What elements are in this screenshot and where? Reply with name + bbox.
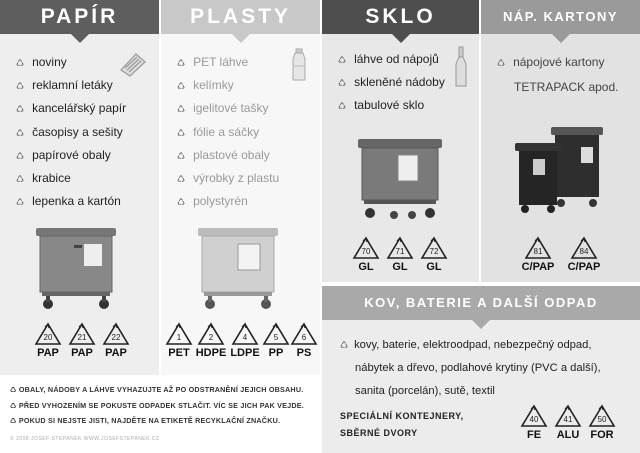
sklo-list: [338, 52, 445, 122]
plasty-panel: [161, 0, 320, 375]
recycle-number: 2: [208, 333, 214, 342]
recycle-code: [164, 322, 194, 359]
recycle-number: 21: [77, 333, 87, 342]
recycle-number: 22: [111, 333, 121, 342]
recycle-label: C/PAP: [521, 261, 555, 273]
list-item: ♺ papírové obaly: [16, 148, 126, 171]
recycle-triangle-icon: [386, 236, 414, 260]
recycle-triangle-icon: [554, 404, 582, 428]
list-item: ♺ lepenka a kartón: [16, 194, 126, 217]
other-header: [322, 286, 640, 320]
kartony-codes: [520, 236, 602, 273]
recycle-label: PAP: [71, 347, 93, 359]
recycle-triangle-icon: [165, 322, 193, 346]
recycle-code: [262, 322, 290, 359]
recycle-triangle-icon: [102, 322, 130, 346]
kartony-title: NÁP. KARTONY: [502, 9, 619, 24]
glass-bottle-icon: [454, 46, 468, 88]
list-item: ♺ láhve od nápojů: [338, 52, 445, 75]
other-list: [340, 334, 630, 403]
recycle-label: GL: [358, 261, 374, 273]
kartony-header-arrow: [552, 34, 570, 43]
recycle-triangle-icon: [524, 236, 552, 260]
footnote: ♺ OBALY, NÁDOBY A LÁHVE VYHAZUJTE AŽ PO ODSTRANĚNÍ JEJICH OBSAHU.: [10, 385, 304, 401]
recycle-number: 40: [529, 415, 539, 424]
list-item: ♺ kancelářský papír: [16, 101, 126, 124]
recycle-number: 20: [43, 333, 53, 342]
plasty-list: [177, 55, 279, 217]
recycle-code: [417, 236, 451, 273]
recycle-triangle-icon: [520, 404, 548, 428]
recycle-label: PS: [296, 347, 312, 359]
recycle-triangle-icon: [231, 322, 259, 346]
recycle-label: PAP: [105, 347, 127, 359]
footnotes: [10, 385, 304, 432]
recycle-code: [517, 404, 551, 441]
recycle-triangle-icon: [420, 236, 448, 260]
papir-list: [16, 55, 126, 217]
recycle-number: 41: [563, 415, 573, 424]
sklo-panel: [322, 0, 479, 282]
recycle-label: GL: [426, 261, 442, 273]
recycle-code: [290, 322, 318, 359]
other-title: KOV, BATERIE A DALŠÍ ODPAD: [364, 295, 598, 310]
recycle-label: FE: [526, 429, 542, 441]
sklo-title: SKLO: [365, 5, 436, 28]
recycle-code: [383, 236, 417, 273]
recycle-number: 72: [429, 247, 439, 256]
list-item: ♺ krabice: [16, 171, 126, 194]
kartony-list: [497, 55, 604, 78]
list-item: ♺ kovy, baterie, elektroodpad, nebezpečný odpad,: [340, 339, 592, 351]
recycle-label: HDPE: [195, 347, 227, 359]
list-item: nábytek a dřevo, podlahové krytiny (PVC a další),: [355, 362, 601, 374]
plasty-header: [161, 0, 320, 34]
recycle-code: [194, 322, 228, 359]
other-header-arrow: [472, 320, 490, 329]
plastic-bottle-icon: [289, 48, 309, 82]
special-line: SBĚRNÉ DVORY: [340, 428, 418, 438]
recycle-code: [65, 322, 99, 359]
recycle-number: 71: [395, 247, 405, 256]
recycle-number: 50: [597, 415, 607, 424]
recycle-code: [31, 322, 65, 359]
recycle-triangle-icon: [352, 236, 380, 260]
recycle-code: [566, 236, 602, 273]
other-line: kovy, baterie, elektroodpad, nebezpečný odpad,: [354, 339, 592, 351]
recycle-triangle-icon: [68, 322, 96, 346]
recycle-code: [99, 322, 133, 359]
papir-header: [0, 0, 159, 34]
recycle-code: [585, 404, 619, 441]
recycle-number: 70: [361, 247, 371, 256]
recycle-code: [228, 322, 262, 359]
plasty-codes: [164, 322, 318, 359]
list-item: ♺ reklamní letáky: [16, 78, 126, 101]
list-item: ♺ nápojové kartony: [497, 55, 604, 78]
recycle-number: 84: [579, 247, 589, 256]
special-line: SPECIÁLNÍ KONTEJNERY,: [340, 411, 464, 421]
list-item: ♺ igelitové tašky: [177, 101, 279, 124]
recycle-number: 4: [242, 333, 248, 342]
list-item: ♺ výrobky z plastu: [177, 171, 279, 194]
carton-bins-image: [515, 125, 605, 215]
recycle-number: 5: [273, 333, 279, 342]
papir-title: PAPÍR: [40, 5, 119, 28]
recycle-label: PP: [268, 347, 284, 359]
list-item: ♺ polystyrén: [177, 194, 279, 217]
recycle-triangle-icon: [570, 236, 598, 260]
plasty-title: PLASTY: [190, 5, 291, 28]
kartony-panel: [481, 0, 640, 282]
list-item: ♺ noviny: [16, 55, 126, 78]
recycle-number: 6: [301, 333, 307, 342]
recycle-label: PAP: [37, 347, 59, 359]
list-item: ♺ tabulové sklo: [338, 98, 445, 121]
list-item: ♺ časopisy a sešity: [16, 125, 126, 148]
recycle-label: LDPE: [230, 347, 260, 359]
recycle-code: [520, 236, 556, 273]
footnote: ♺ POKUD SI NEJSTE JISTI, NAJDĚTE NA ETIKETĚ RECYKLAČNÍ ZNAČKU.: [10, 416, 304, 432]
recycle-code: [349, 236, 383, 273]
sklo-codes: [349, 236, 451, 273]
recycle-triangle-icon: [588, 404, 616, 428]
glass-bin-image: [356, 133, 444, 223]
list-item: ♺ fólie a sáčky: [177, 125, 279, 148]
recycle-triangle-icon: [290, 322, 318, 346]
recycle-label: C/PAP: [567, 261, 601, 273]
paper-bin-image: [32, 222, 120, 312]
other-codes: [517, 404, 619, 441]
sklo-header-arrow: [392, 34, 410, 43]
list-item: ♺ kelímky: [177, 78, 279, 101]
recycle-label: ALU: [556, 429, 580, 441]
footnote: ♺ PŘED VYHOZENÍM SE POKUSTE ODPADEK STLAČIT. VÍC SE JICH PAK VEJDE.: [10, 401, 304, 417]
list-item: ♺ plastové obaly: [177, 148, 279, 171]
copyright: © 2008 JOSEF STEPANEK WWW.JOSEFSTEPANEK.CZ: [10, 436, 160, 442]
recycle-number: 81: [533, 247, 543, 256]
recycle-triangle-icon: [197, 322, 225, 346]
sklo-header: [322, 0, 479, 34]
papir-header-arrow: [71, 34, 89, 43]
papir-panel: [0, 0, 159, 375]
papir-codes: [31, 322, 133, 359]
recycle-label: PET: [168, 347, 190, 359]
recycle-number: 1: [176, 333, 182, 342]
kartony-subtext: TETRAPACK apod.: [514, 80, 619, 94]
recycle-label: GL: [392, 261, 408, 273]
list-item: ♺ PET láhve: [177, 55, 279, 78]
recycle-label: FOR: [590, 429, 614, 441]
special-containers: [340, 408, 464, 442]
plasty-header-arrow: [232, 34, 250, 43]
recycle-triangle-icon: [34, 322, 62, 346]
plastic-bin-image: [194, 222, 282, 312]
list-item: ♺ skleněné nádoby: [338, 75, 445, 98]
list-item: sanita (porcelán), sutě, textil: [355, 385, 495, 397]
kartony-header: [481, 0, 640, 34]
recycle-code: [551, 404, 585, 441]
recycle-triangle-icon: [262, 322, 290, 346]
